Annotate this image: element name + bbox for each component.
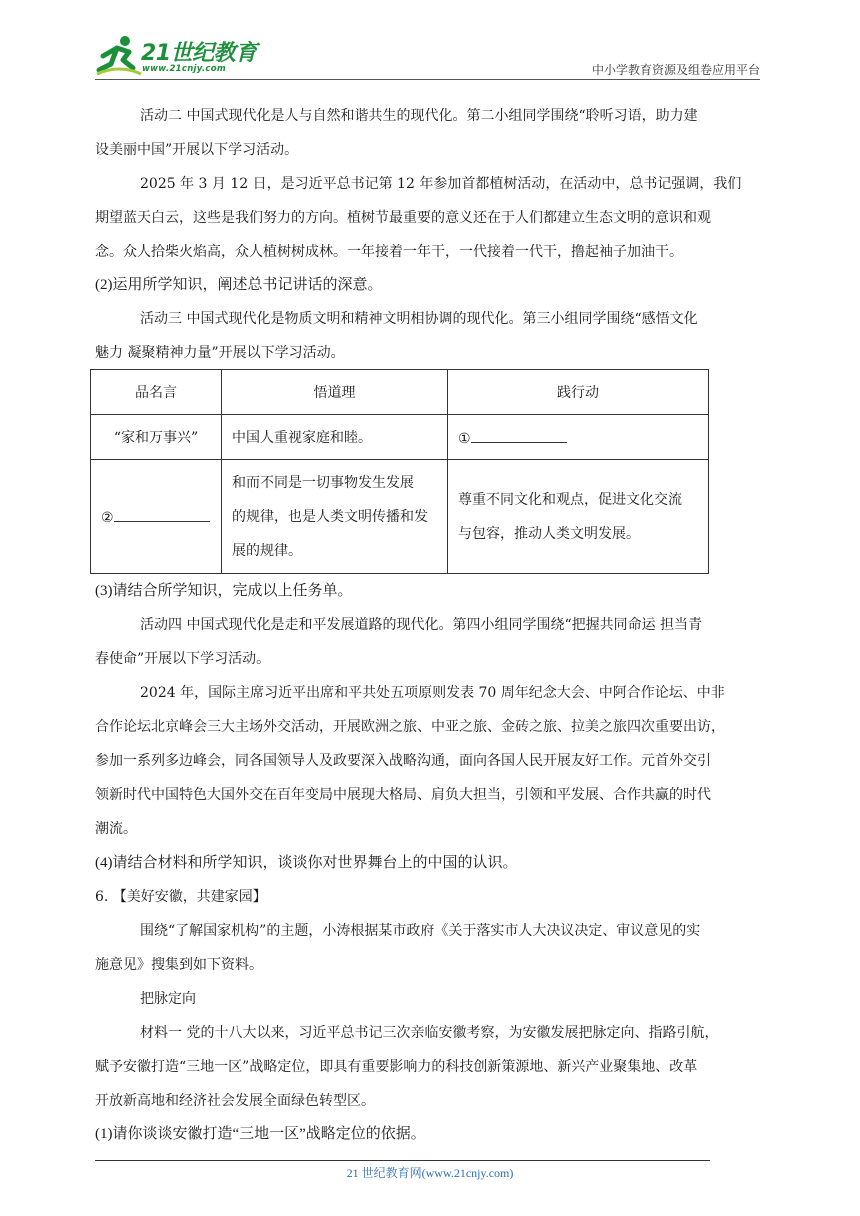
activity2-line: 活动二 中国式现代化是人与自然和谐共生的现代化。第二小组同学围绕“聆听习语，助力建 bbox=[140, 108, 698, 124]
material2-line: 2025 年 3 月 12 日，是习近平总书记第 12 年参加首都植树活动，在活动中，总书记强调，我们 bbox=[140, 176, 742, 192]
question-6-intro: 施意见》搜集到如下资料。 bbox=[95, 957, 263, 973]
material1-line: 材料一 党的十八大以来，习近平总书记三次亲临安徽考察，为安徽发展把脉定向、指路引航， bbox=[140, 1025, 719, 1041]
platform-name: 中小学教育资源及组卷应用平台 bbox=[591, 63, 760, 77]
task-table bbox=[90, 369, 709, 574]
page-header bbox=[95, 34, 760, 80]
material2-line: 期望蓝天白云，这些是我们努力的方向。植树节最重要的意义还在于人们都建立生态文明的意识和观 bbox=[95, 210, 711, 226]
material4-line: 领新时代中国特色大国外交在百年变局中展现大格局、肩负大担当，引领和平发展、合作共赢的时代 bbox=[95, 787, 711, 803]
cell-line: 与包容，推动人类文明发展。 bbox=[458, 525, 640, 542]
cell-line: 的规律，也是人类文明传播和发 bbox=[232, 508, 428, 525]
question-6-intro: 围绕“了解国家机构”的主题，小涛根据某市政府《关于落实市人大决议决定、审议意见的实 bbox=[140, 923, 701, 939]
question-6-1: (1)请你谈谈安徽打造“三地一区”战略定位的依据。 bbox=[95, 1126, 426, 1142]
material4-line: 2024 年，国际主席习近平出席和平共处五项原则发表 70 周年纪念大会、中阿合作论坛、中非 bbox=[140, 685, 725, 701]
table-header-cell: 品名言 bbox=[91, 370, 222, 415]
question-6-title: 6. 【美好安徽，共建家园】 bbox=[95, 889, 267, 905]
material2-line: 念。众人拾柴火焰高，众人植树树成林。一年接着一年干，一代接着一代干，撸起袖子加油干。 bbox=[95, 244, 683, 260]
activity2-line: 设美丽中国”开展以下学习活动。 bbox=[95, 142, 299, 158]
table-header-cell: 践行动 bbox=[448, 370, 709, 415]
table-row bbox=[91, 415, 709, 460]
footer-divider bbox=[95, 1160, 710, 1161]
table-header-cell: 悟道理 bbox=[222, 370, 448, 415]
answer-blank-1[interactable] bbox=[448, 415, 709, 460]
blank-line bbox=[114, 507, 210, 522]
answer-blank-2[interactable] bbox=[91, 460, 222, 574]
circled-number-1: ① bbox=[458, 430, 471, 447]
question-4: (4)请结合材料和所学知识，谈谈你对世界舞台上的中国的认识。 bbox=[95, 855, 518, 871]
material4-line: 潮流。 bbox=[95, 821, 137, 837]
table-cell bbox=[448, 460, 709, 574]
table-cell bbox=[222, 460, 448, 574]
material4-line: 合作论坛北京峰会三大主场外交活动，开展欧洲之旅、中亚之旅、金砖之旅、拉美之旅四次重要出访， bbox=[95, 719, 725, 735]
table-row bbox=[91, 460, 709, 574]
table-cell: 中国人重视家庭和睦。 bbox=[222, 415, 448, 460]
activity4-line: 春使命”开展以下学习活动。 bbox=[95, 651, 271, 667]
blank-line bbox=[471, 428, 567, 443]
circled-number-2: ② bbox=[101, 510, 114, 526]
question-2: (2)运用所学知识，阐述总书记讲话的深意。 bbox=[95, 277, 383, 293]
logo-text: 21世纪教育 bbox=[141, 41, 257, 66]
material1-line: 赋予安徽打造“三地一区”战略定位，即具有重要影响力的科技创新策源地、新兴产业聚集地、改革 bbox=[95, 1059, 698, 1075]
section-subtitle: 把脉定向 bbox=[140, 991, 196, 1007]
cell-line: 和而不同是一切事物发生发展 bbox=[232, 474, 414, 491]
cell-line: 尊重不同文化和观点，促进文化交流 bbox=[458, 491, 682, 508]
material1-line: 开放新高地和经济社会发展全面绿色转型区。 bbox=[95, 1093, 375, 1109]
activity3-line: 魅力 凝聚精神力量”开展以下学习活动。 bbox=[95, 345, 345, 361]
runner-logo-icon bbox=[95, 34, 143, 78]
table-cell: “家和万事兴” bbox=[91, 415, 222, 460]
question-3: (3)请结合所学知识，完成以上任务单。 bbox=[95, 583, 353, 599]
material4-line: 参加一系列多边峰会，同各国领导人及政要深入战略沟通，面向各国人民开展友好工作。元首外交引 bbox=[95, 753, 711, 769]
logo-url: www.21cnjy.com bbox=[142, 64, 226, 74]
table-header-row bbox=[91, 370, 709, 415]
activity3-line: 活动三 中国式现代化是物质文明和精神文明相协调的现代化。第三小组同学围绕“感悟文化 bbox=[140, 311, 698, 327]
site-logo bbox=[95, 34, 265, 80]
header-divider bbox=[95, 79, 760, 80]
footer-link[interactable]: 21 世纪教育网(www.21cnjy.com) bbox=[346, 1166, 514, 1180]
activity4-line: 活动四 中国式现代化是走和平发展道路的现代化。第四小组同学围绕“把握共同命运 担当青 bbox=[140, 617, 703, 633]
cell-line: 展的规律。 bbox=[232, 542, 302, 559]
